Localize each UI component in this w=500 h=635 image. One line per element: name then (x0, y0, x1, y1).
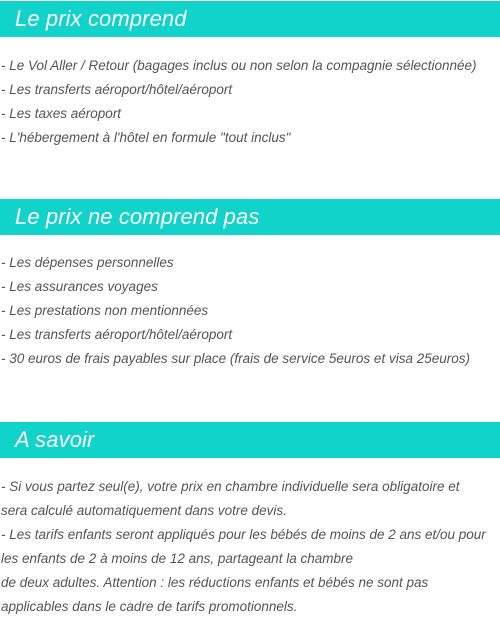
list-item: - L'hébergement à l'hôtel en formule "tout inclus" (1, 130, 291, 145)
info-line: - Si vous partez seul(e), votre prix en chambre individuelle sera obligatoire et (1, 479, 460, 494)
info-line: - Les tarifs enfants seront appliqués pour les bébés de moins de 2 ans et/ou pour (1, 527, 486, 542)
list-item: - Les transferts aéroport/hôtel/aéroport (1, 82, 233, 97)
list-item: - Les transferts aéroport/hôtel/aéroport (1, 327, 233, 342)
list-item: - Les dépenses personnelles (1, 255, 174, 270)
list-item: - Les prestations non mentionnées (1, 303, 209, 318)
info-header (0, 422, 500, 458)
included-title: Le prix comprend (15, 6, 187, 31)
info-line: sera calculé automatiquement dans votre devis. (1, 503, 287, 518)
included-list (0, 54, 500, 150)
info-title: A savoir (15, 427, 95, 452)
excluded-header (0, 199, 500, 235)
list-item: - Le Vol Aller / Retour (bagages inclus ou non selon la compagnie sélectionnée) (1, 58, 477, 73)
list-item: - Les taxes aéroport (1, 106, 122, 121)
included-header (0, 1, 500, 37)
info-text-block (0, 475, 500, 619)
info-line: applicables dans le cadre de tarifs promotionnels. (1, 599, 298, 614)
info-section (0, 422, 500, 619)
excluded-title: Le prix ne comprend pas (15, 204, 260, 229)
included-section (0, 1, 500, 150)
info-line: les enfants de 2 à moins de 12 ans, partageant la chambre (1, 551, 353, 566)
excluded-section (0, 199, 500, 371)
info-line: de deux adultes. Attention : les réductions enfants et bébés ne sont pas (1, 575, 429, 590)
list-item: - 30 euros de frais payables sur place (frais de service 5euros et visa 25euros) (1, 351, 470, 366)
list-item: - Les assurances voyages (1, 279, 158, 294)
excluded-list (0, 251, 500, 371)
info-paragraph (0, 475, 500, 619)
